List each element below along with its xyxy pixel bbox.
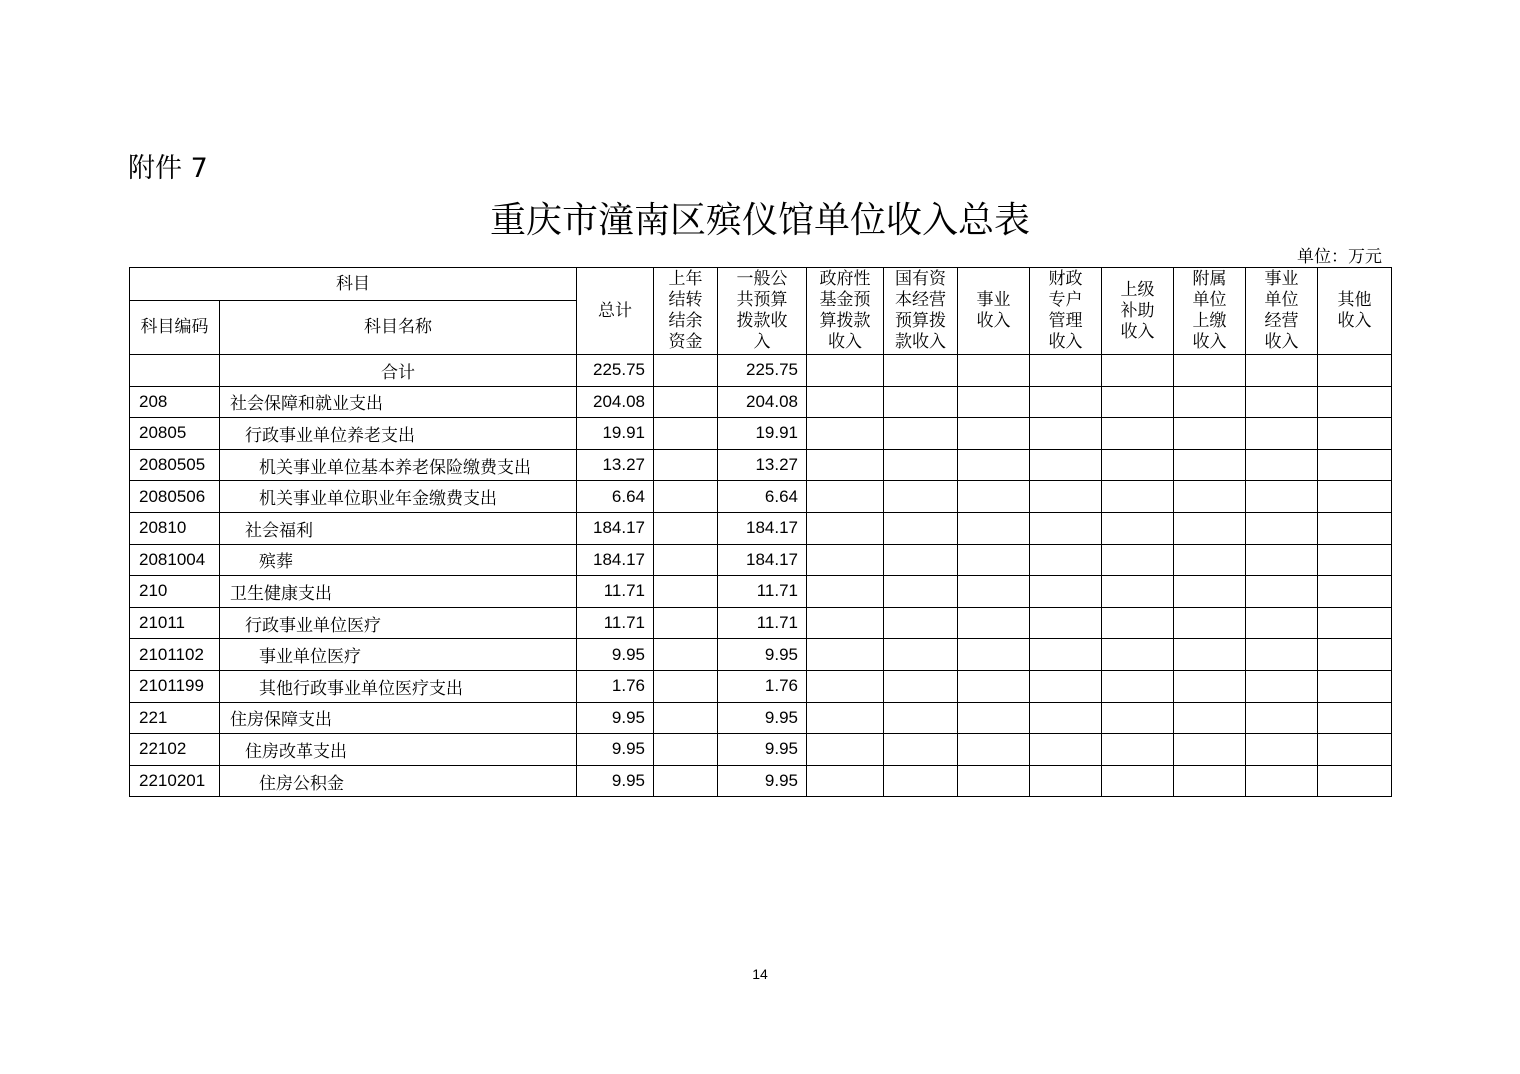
empty-cell [884, 355, 958, 387]
table-row [130, 386, 1392, 418]
empty-cell [1102, 418, 1174, 450]
general-budget-cell: 204.08 [718, 386, 807, 418]
subject-name-cell: 住房保障支出 [220, 702, 577, 734]
empty-cell [807, 481, 884, 513]
header-text: 收入 [976, 311, 1011, 331]
header-text: 预算拨 [895, 311, 946, 331]
total-cell: 1.76 [577, 670, 654, 702]
empty-cell [807, 576, 884, 608]
header-text: 政府性 [819, 269, 871, 289]
subject-code-cell: 22102 [130, 734, 220, 766]
empty-cell [884, 576, 958, 608]
empty-cell [1174, 355, 1246, 387]
empty-cell [1246, 544, 1318, 576]
empty-cell [1174, 702, 1246, 734]
empty-cell [1030, 702, 1102, 734]
empty-cell [958, 544, 1030, 576]
empty-cell [807, 639, 884, 671]
header-other [1318, 268, 1392, 355]
empty-cell [654, 355, 718, 387]
empty-cell [884, 512, 958, 544]
empty-cell [1030, 418, 1102, 450]
header-business [958, 268, 1030, 355]
empty-cell [1102, 386, 1174, 418]
header-text: 基金预 [819, 290, 871, 310]
empty-cell [1102, 639, 1174, 671]
empty-cell [1030, 386, 1102, 418]
empty-cell [1318, 702, 1392, 734]
empty-cell [654, 512, 718, 544]
empty-cell [1102, 607, 1174, 639]
subject-code-cell: 20805 [130, 418, 220, 450]
subject-name-cell: 机关事业单位基本养老保险缴费支出 [220, 449, 577, 481]
empty-cell [1246, 512, 1318, 544]
empty-cell [807, 386, 884, 418]
empty-cell [884, 386, 958, 418]
empty-cell [1174, 449, 1246, 481]
empty-cell [807, 449, 884, 481]
general-budget-cell: 9.95 [718, 702, 807, 734]
empty-cell [654, 481, 718, 513]
total-cell: 9.95 [577, 702, 654, 734]
total-cell: 204.08 [577, 386, 654, 418]
header-state-capital [884, 268, 958, 355]
income-summary-table [129, 267, 1392, 797]
subject-code-cell: 2080506 [130, 481, 220, 513]
empty-cell [807, 544, 884, 576]
table-row [130, 702, 1392, 734]
empty-cell [884, 481, 958, 513]
empty-cell [1174, 386, 1246, 418]
subject-code-cell: 2210201 [130, 765, 220, 797]
total-cell: 6.64 [577, 481, 654, 513]
subject-name-cell: 住房公积金 [220, 765, 577, 797]
subject-code-cell: 20810 [130, 512, 220, 544]
header-text: 一般公 [736, 269, 788, 289]
empty-cell [807, 765, 884, 797]
empty-cell [884, 607, 958, 639]
general-budget-cell: 184.17 [718, 544, 807, 576]
subject-name-cell: 其他行政事业单位医疗支出 [220, 670, 577, 702]
empty-cell [1246, 607, 1318, 639]
header-subject-group: 科目 [130, 268, 577, 301]
empty-cell [1246, 355, 1318, 387]
header-text: 收入 [1264, 332, 1299, 352]
header-text: 结余 [668, 311, 703, 331]
empty-cell [1174, 481, 1246, 513]
empty-cell [1102, 702, 1174, 734]
total-cell: 184.17 [577, 544, 654, 576]
empty-cell [884, 702, 958, 734]
empty-cell [1246, 576, 1318, 608]
header-operating [1246, 268, 1318, 355]
empty-cell [958, 765, 1030, 797]
summary-general-budget: 225.75 [718, 355, 807, 387]
empty-cell [958, 670, 1030, 702]
header-text: 收入 [1192, 332, 1227, 352]
empty-cell [1246, 734, 1318, 766]
header-superior-subsidy [1102, 268, 1174, 355]
empty-cell [1174, 418, 1246, 450]
empty-cell [654, 386, 718, 418]
empty-cell [1246, 670, 1318, 702]
header-text: 上年 [668, 269, 703, 289]
empty-cell [958, 386, 1030, 418]
empty-cell [1174, 670, 1246, 702]
empty-cell [1174, 576, 1246, 608]
empty-cell [1318, 355, 1392, 387]
empty-cell [1246, 481, 1318, 513]
table-row [130, 734, 1392, 766]
header-text: 入 [753, 332, 771, 352]
empty-cell [1102, 481, 1174, 513]
empty-cell [654, 670, 718, 702]
empty-cell [1102, 512, 1174, 544]
empty-cell [1246, 386, 1318, 418]
general-budget-cell: 1.76 [718, 670, 807, 702]
empty-cell [807, 734, 884, 766]
table-row [130, 449, 1392, 481]
empty-cell [1174, 607, 1246, 639]
empty-cell [807, 512, 884, 544]
empty-cell [1174, 512, 1246, 544]
header-subject-code: 科目编码 [130, 301, 220, 355]
table-row [130, 544, 1392, 576]
general-budget-cell: 13.27 [718, 449, 807, 481]
empty-cell [1246, 639, 1318, 671]
table-body [130, 386, 1392, 797]
summary-code-cell [130, 355, 220, 387]
summary-total: 225.75 [577, 355, 654, 387]
header-text: 附属 [1192, 269, 1227, 289]
empty-cell [1102, 355, 1174, 387]
empty-cell [1318, 418, 1392, 450]
empty-cell [1102, 765, 1174, 797]
header-text: 管理 [1048, 311, 1083, 331]
empty-cell [654, 418, 718, 450]
subject-code-cell: 2101102 [130, 639, 220, 671]
empty-cell [958, 702, 1030, 734]
header-text: 专户 [1048, 290, 1083, 310]
header-subject-name: 科目名称 [220, 301, 577, 355]
subject-name-cell: 行政事业单位医疗 [220, 607, 577, 639]
header-text: 资金 [668, 332, 703, 352]
empty-cell [1030, 765, 1102, 797]
empty-cell [1318, 607, 1392, 639]
table-row [130, 418, 1392, 450]
page-title: 重庆市潼南区殡仪馆单位收入总表 [489, 200, 1030, 241]
empty-cell [958, 512, 1030, 544]
header-fiscal-special [1030, 268, 1102, 355]
empty-cell [654, 449, 718, 481]
empty-cell [1030, 670, 1102, 702]
table-row [130, 512, 1392, 544]
general-budget-cell: 11.71 [718, 607, 807, 639]
empty-cell [958, 355, 1030, 387]
empty-cell [1318, 670, 1392, 702]
subject-code-cell: 208 [130, 386, 220, 418]
empty-cell [654, 765, 718, 797]
subject-code-cell: 221 [130, 702, 220, 734]
subject-code-cell: 21011 [130, 607, 220, 639]
empty-cell [1030, 355, 1102, 387]
empty-cell [1318, 765, 1392, 797]
header-text: 国有资 [895, 269, 946, 289]
header-text: 上级 [1120, 279, 1155, 300]
table-row [130, 607, 1392, 639]
empty-cell [958, 481, 1030, 513]
table-row [130, 765, 1392, 797]
empty-cell [1030, 607, 1102, 639]
subject-code-cell: 2101199 [130, 670, 220, 702]
empty-cell [958, 734, 1030, 766]
empty-cell [1102, 734, 1174, 766]
empty-cell [1246, 449, 1318, 481]
empty-cell [1102, 544, 1174, 576]
header-text: 财政 [1048, 269, 1083, 289]
empty-cell [654, 702, 718, 734]
empty-cell [1030, 576, 1102, 608]
header-text: 算拨款 [819, 311, 871, 331]
header-text: 收入 [1120, 321, 1155, 342]
empty-cell [1318, 481, 1392, 513]
header-text: 本经营 [895, 290, 946, 310]
empty-cell [1030, 544, 1102, 576]
header-text: 单位 [1264, 290, 1299, 310]
subject-code-cell: 2081004 [130, 544, 220, 576]
empty-cell [1030, 512, 1102, 544]
header-text: 补助 [1120, 300, 1155, 321]
subject-code-cell: 210 [130, 576, 220, 608]
total-cell: 9.95 [577, 639, 654, 671]
empty-cell [1246, 702, 1318, 734]
header-text: 上缴 [1192, 311, 1227, 331]
empty-cell [807, 418, 884, 450]
header-text: 事业 [976, 290, 1011, 310]
empty-cell [1318, 386, 1392, 418]
empty-cell [1318, 639, 1392, 671]
header-general-budget [718, 268, 807, 355]
subject-name-cell: 事业单位医疗 [220, 639, 577, 671]
empty-cell [654, 544, 718, 576]
subject-name-cell: 社会福利 [220, 512, 577, 544]
empty-cell [807, 607, 884, 639]
table-row [130, 639, 1392, 671]
header-text: 收入 [828, 332, 862, 352]
general-budget-cell: 9.95 [718, 734, 807, 766]
empty-cell [1174, 639, 1246, 671]
empty-cell [1030, 449, 1102, 481]
header-gov-fund [807, 268, 884, 355]
subject-code-cell: 2080505 [130, 449, 220, 481]
empty-cell [654, 607, 718, 639]
empty-cell [654, 576, 718, 608]
header-text: 收入 [1337, 311, 1372, 331]
empty-cell [1318, 449, 1392, 481]
general-budget-cell: 9.95 [718, 639, 807, 671]
empty-cell [1174, 765, 1246, 797]
total-cell: 184.17 [577, 512, 654, 544]
subject-name-cell: 社会保障和就业支出 [220, 386, 577, 418]
empty-cell [884, 734, 958, 766]
empty-cell [807, 355, 884, 387]
empty-cell [958, 639, 1030, 671]
empty-cell [1030, 639, 1102, 671]
header-text: 收入 [1048, 332, 1083, 352]
table-row [130, 670, 1392, 702]
total-cell: 11.71 [577, 607, 654, 639]
summary-row [130, 355, 1392, 387]
header-text: 事业 [1264, 269, 1299, 289]
header-text: 单位 [1192, 290, 1227, 310]
empty-cell [884, 670, 958, 702]
empty-cell [1102, 576, 1174, 608]
empty-cell [884, 418, 958, 450]
annex-label: 附件 7 [128, 153, 208, 184]
empty-cell [1102, 449, 1174, 481]
table-row [130, 576, 1392, 608]
empty-cell [884, 639, 958, 671]
empty-cell [807, 670, 884, 702]
empty-cell [1030, 481, 1102, 513]
empty-cell [958, 418, 1030, 450]
empty-cell [884, 449, 958, 481]
page-number: 14 [752, 966, 768, 982]
summary-label: 合计 [220, 355, 577, 387]
general-budget-cell: 6.64 [718, 481, 807, 513]
empty-cell [654, 734, 718, 766]
total-cell: 13.27 [577, 449, 654, 481]
empty-cell [1318, 734, 1392, 766]
empty-cell [1246, 418, 1318, 450]
subject-name-cell: 行政事业单位养老支出 [220, 418, 577, 450]
empty-cell [958, 449, 1030, 481]
header-total: 总计 [577, 268, 654, 355]
empty-cell [958, 607, 1030, 639]
subject-name-cell: 殡葬 [220, 544, 577, 576]
header-text: 共预算 [736, 290, 788, 310]
total-cell: 11.71 [577, 576, 654, 608]
unit-label: 单位：万元 [1297, 247, 1382, 267]
empty-cell [1174, 544, 1246, 576]
empty-cell [1318, 544, 1392, 576]
general-budget-cell: 19.91 [718, 418, 807, 450]
header-text: 拨款收 [736, 311, 788, 331]
total-cell: 9.95 [577, 734, 654, 766]
empty-cell [884, 765, 958, 797]
general-budget-cell: 184.17 [718, 512, 807, 544]
empty-cell [654, 639, 718, 671]
empty-cell [884, 544, 958, 576]
empty-cell [958, 576, 1030, 608]
header-text: 款收入 [895, 332, 946, 352]
general-budget-cell: 11.71 [718, 576, 807, 608]
subject-name-cell: 卫生健康支出 [220, 576, 577, 608]
subject-name-cell: 住房改革支出 [220, 734, 577, 766]
empty-cell [1102, 670, 1174, 702]
table-row [130, 481, 1392, 513]
header-text: 经营 [1264, 311, 1299, 331]
header-text: 结转 [668, 290, 703, 310]
empty-cell [1030, 734, 1102, 766]
header-affiliated [1174, 268, 1246, 355]
header-prev-year [654, 268, 718, 355]
total-cell: 19.91 [577, 418, 654, 450]
subject-name-cell: 机关事业单位职业年金缴费支出 [220, 481, 577, 513]
general-budget-cell: 9.95 [718, 765, 807, 797]
empty-cell [807, 702, 884, 734]
header-text: 其他 [1337, 290, 1372, 310]
empty-cell [1174, 734, 1246, 766]
empty-cell [1318, 512, 1392, 544]
empty-cell [1318, 576, 1392, 608]
empty-cell [1246, 765, 1318, 797]
total-cell: 9.95 [577, 765, 654, 797]
